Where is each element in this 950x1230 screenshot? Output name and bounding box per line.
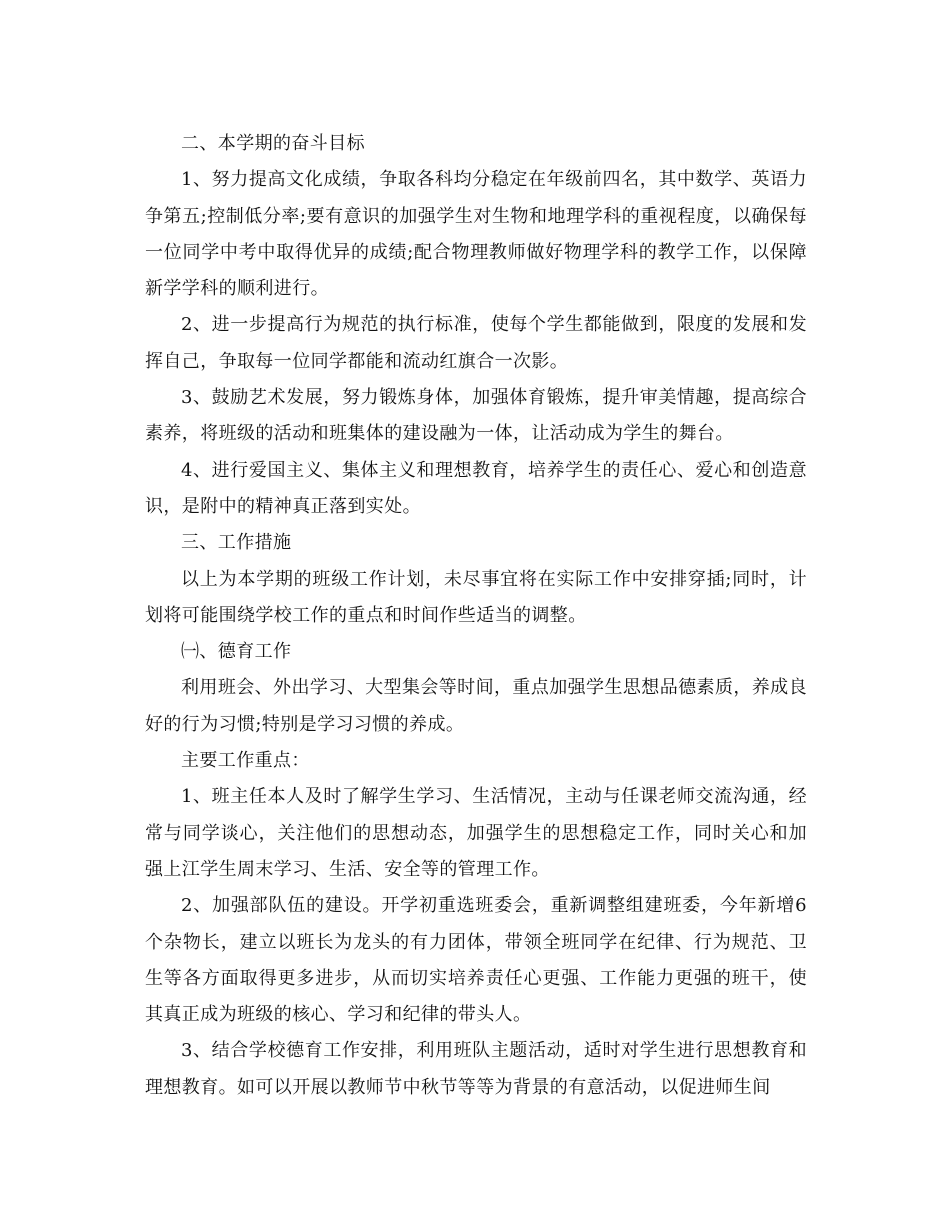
document-body xyxy=(145,126,807,1106)
measures-intro-paragraph: 以上为本学期的班级工作计划，未尽事宜将在实际工作中安排穿插;同时，计划将可能围绕学校工作的重点和时间作些适当的调整。 xyxy=(145,568,807,626)
moral-education-paragraph: 利用班会、外出学习、大型集会等时间，重点加强学生思想品德素质，养成良好的行为习惯;特别是学习习惯的养成。 xyxy=(145,677,807,735)
goal-paragraph-2: 2、进一步提高行为规范的执行标准，使每个学生都能做到，限度的发展和发挥自己，争取每一位同学都能和流动红旗合一次影。 xyxy=(145,314,807,372)
goal-paragraph-3: 3、鼓励艺术发展，努力锻炼身体，加强体育锻炼，提升审美情趣，提高综合素养，将班级的活动和班集体的建设融为一体，让活动成为学生的舞台。 xyxy=(145,387,807,445)
key-points-heading: 主要工作重点： xyxy=(181,750,310,772)
key-point-paragraph-2: 2、加强部队伍的建设。开学初重选班委会，重新调整组建班委，今年新增6个杂物长，建立以班长为龙头的有力团体，带领全班同学在纪律、行为规范、卫生等各方面取得更多进步，从而切实培养责任心更强、工作能力更强的班干，使其真正成为班级的核心、学习和纪律的带头人。 xyxy=(145,895,807,1026)
goal-paragraph-4: 4、进行爱国主义、集体主义和理想教育，培养学生的责任心、爱心和创造意识，是附中的精神真正落到实处。 xyxy=(145,459,807,517)
key-point-paragraph-1: 1、班主任本人及时了解学生学习、生活情况，主动与任课老师交流沟通，经常与同学谈心，关注他们的思想动态，加强学生的思想稳定工作，同时关心和加强上江学生周末学习、生活、安全等的管理工作。 xyxy=(145,786,807,880)
section-heading-goals: 二、本学期的奋斗目标 xyxy=(181,133,365,154)
section-heading-measures: 三、工作措施 xyxy=(181,532,292,554)
goal-paragraph-1: 1、努力提高文化成绩，争取各科均分稳定在年级前四名，其中数学、英语力争第五;控制低分率;要有意识的加强学生对生物和地理学科的重视程度，以确保每一位同学中考中取得优异的成绩;配合物理教师做好物理学科的教学工作，以保障新学学科的顺利进行。 xyxy=(145,169,807,300)
subsection-heading-moral-education: ㈠、德育工作 xyxy=(181,641,292,663)
key-point-paragraph-3: 3、结合学校德育工作安排，利用班队主题活动，适时对学生进行思想教育和理想教育。如可以开展以教师节中秋节等等为背景的有意活动，以促进师生间 xyxy=(145,1040,807,1098)
